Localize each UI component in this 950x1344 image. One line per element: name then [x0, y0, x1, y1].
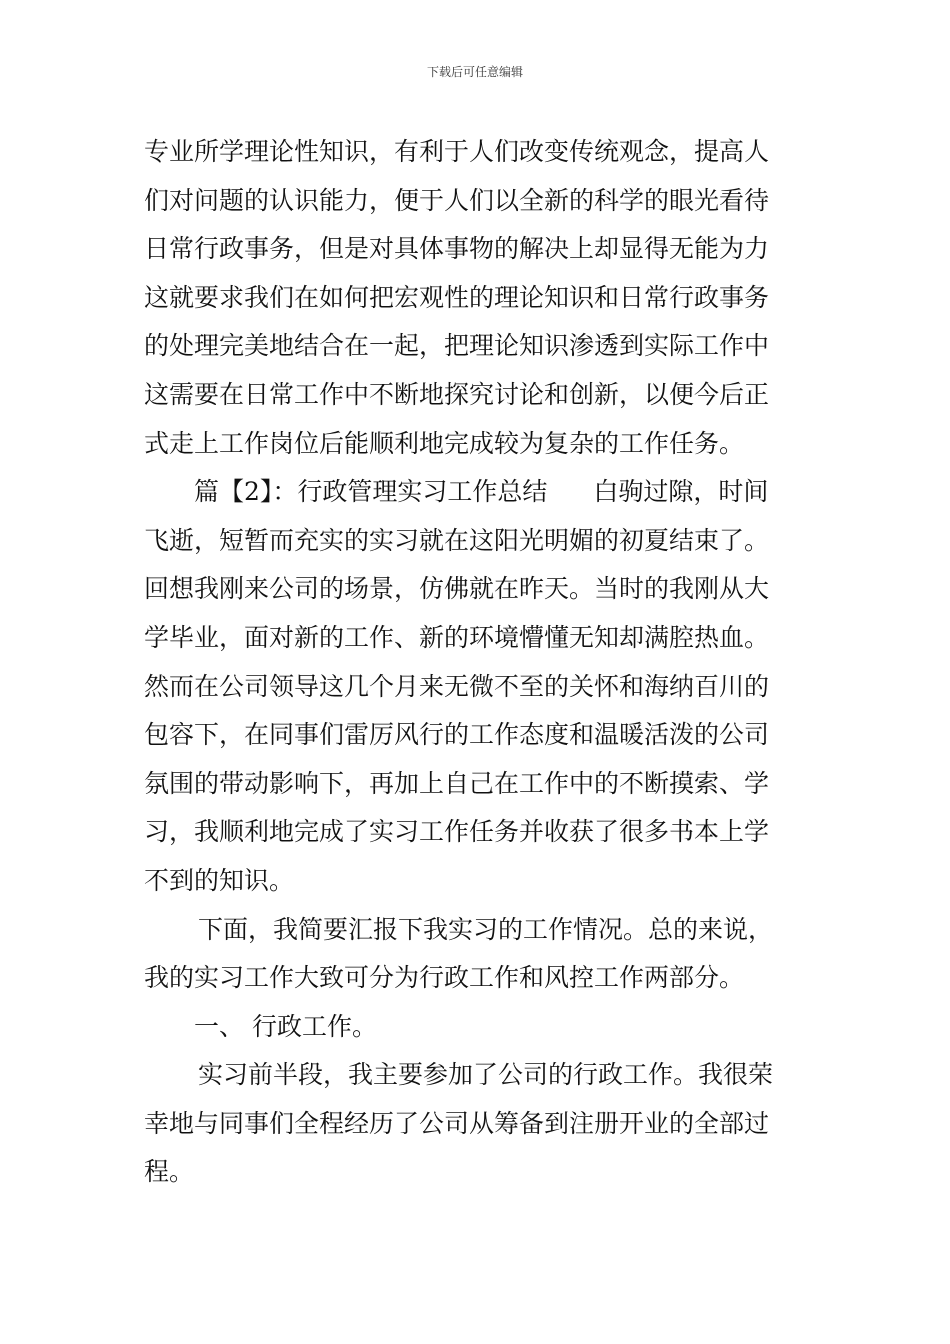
- section-title-line: [144, 468, 809, 517]
- text-line: 我的实习工作大致可分为行政工作和风控工作两部分。: [144, 963, 745, 993]
- text-line: 实习前半段，我主要参加了公司的行政工作。我很荣: [198, 1060, 774, 1090]
- document-body: [144, 128, 809, 1197]
- paragraph: [144, 128, 809, 468]
- text-line: 然而在公司领导这几个月来无微不至的关怀和海纳百川的: [144, 671, 770, 701]
- text-line: 这就要求我们在如何把宏观性的理论知识和日常行政事务: [144, 282, 770, 312]
- text-line: 专业所学理论性知识，有利于人们改变传统观念，提高人: [144, 137, 770, 166]
- paragraph: [144, 468, 809, 905]
- paragraph: [144, 1051, 809, 1197]
- text-line: 的处理完美地结合在一起，把理论知识渗透到实际工作中: [144, 331, 770, 361]
- text-line: 程。: [144, 1157, 195, 1187]
- text-line: 不到的知识。: [144, 865, 295, 895]
- text-line: 们对问题的认识能力，便于人们以全新的科学的眼光看待: [144, 185, 770, 215]
- text-line: 式走上工作岗位后能顺利地完成较为复杂的工作任务。: [144, 428, 745, 458]
- text-line: 学毕业，面对新的工作、新的环境懵懂无知却满腔热血。: [144, 622, 770, 652]
- section-title: 篇【2】：行政管理实习工作总结: [194, 477, 548, 507]
- text-line: 回想我刚来公司的场景，仿佛就在昨天。当时的我刚从大: [144, 574, 770, 604]
- subheading: [144, 1003, 809, 1052]
- text-line: 包容下，在同事们雷厉风行的工作态度和温暖活泼的公司: [144, 720, 770, 750]
- subheading-text: 一、 行政工作。: [194, 1011, 377, 1041]
- text-line: 幸地与同事们全程经历了公司从筹备到注册开业的全部过: [144, 1108, 770, 1138]
- text-fragment: 白驹过隙，时间: [593, 477, 769, 507]
- text-line: 氛围的带动影响下，再加上自己在工作中的不断摸索、学: [144, 768, 770, 798]
- text-line: 日常行政事务，但是对具体事物的解决上却显得无能为力: [144, 234, 770, 264]
- paragraph: [144, 906, 809, 1003]
- page-header: 下载后可任意编辑: [426, 65, 523, 79]
- text-line: 下面，我简要汇报下我实习的工作情况。总的来说，: [198, 914, 774, 944]
- text-line: 习，我顺利地完成了实习工作任务并收获了很多书本上学: [144, 817, 770, 847]
- text-line: 飞逝，短暂而充实的实习就在这阳光明媚的初夏结束了。: [144, 525, 770, 555]
- text-line: 这需要在日常工作中不断地探究讨论和创新，以便今后正: [144, 379, 770, 409]
